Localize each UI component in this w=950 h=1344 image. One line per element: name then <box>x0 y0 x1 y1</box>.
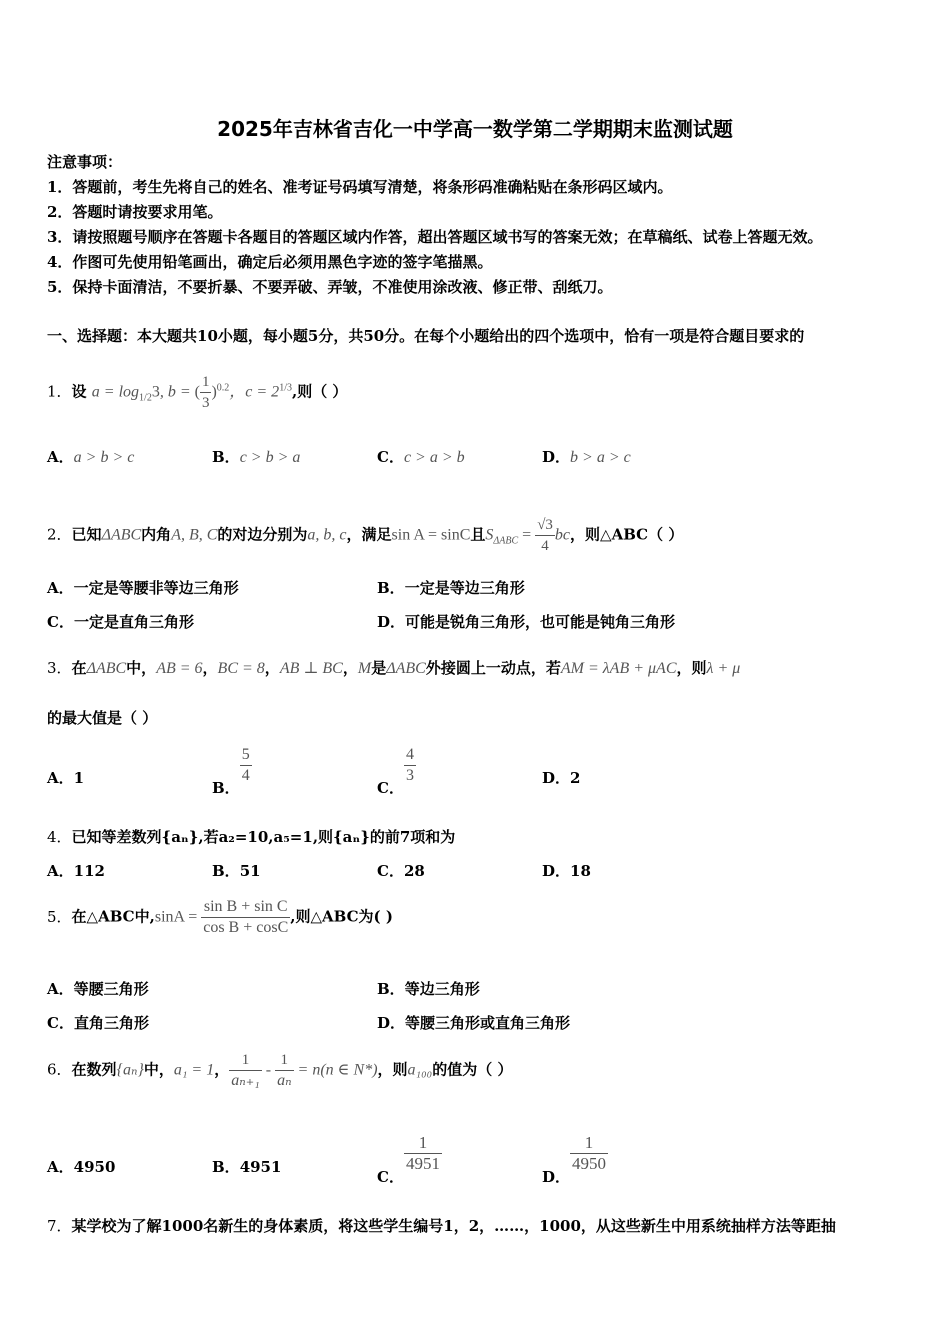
option-b[interactable]: B．等边三角形 <box>377 980 480 998</box>
option-b[interactable]: B．51 <box>212 862 261 880</box>
question-2: 2．已知ΔABC内角A, B, C的对边分别为a, b, c，满足sin A = sinC且$S_{\Delta ABC}$ = $\frac{√3}{4}$ bc，则△ABC（ ） <box>47 517 684 554</box>
option-d[interactable]: D．等腰三角形或直角三角形 <box>377 1014 571 1032</box>
option-b[interactable]: B．4951 <box>212 1158 282 1176</box>
question-number: 3． <box>47 659 72 677</box>
option-c[interactable]: C．一定是直角三角形 <box>47 613 194 631</box>
option-a[interactable]: A．等腰三角形 <box>47 980 149 998</box>
option-c[interactable]: C．28 <box>377 862 425 880</box>
option-d[interactable]: D．18 <box>542 862 591 880</box>
option-c[interactable]: C．直角三角形 <box>47 1014 149 1032</box>
notice-heading: 注意事项： <box>47 153 123 171</box>
option-b[interactable]: B． $\frac{5}{4}$ <box>212 746 250 797</box>
question-number: 5． <box>47 907 72 926</box>
notice-item: 2．答题时请按要求用笔。 <box>47 203 223 221</box>
question-7: 7．某学校为了解1000名新生的身体素质，将这些学生编号1，2，……，1000，从这些新生中用系统抽样方法等距抽 <box>47 1217 836 1235</box>
option-a[interactable]: A．a > b > c <box>47 448 135 466</box>
option-a[interactable]: A．一定是等腰非等边三角形 <box>47 579 239 597</box>
question-5: 5．在△ABC中,sinA = $\frac{\text{sin B + sin C}}{\text{cos B + cosC}}$ ,则△ABC为( ) <box>47 898 393 936</box>
fraction: $\frac{√3}{4}$ <box>537 517 553 554</box>
question-number: 1． <box>47 382 72 401</box>
option-c[interactable]: C．c > a > b <box>377 448 465 466</box>
option-b[interactable]: B．一定是等边三角形 <box>377 579 525 597</box>
fraction: $\frac{1}{3}$ <box>201 374 210 411</box>
option-d[interactable]: D．b > a > c <box>542 448 631 466</box>
notice-item: 4．作图可先使用铅笔画出，确定后必须用黑色字迹的签字笔描黑。 <box>47 253 493 271</box>
question-3: 3．在ΔABC中，AB = 6，BC = 8，AB ⊥ BC，M是ΔABC外接圆上一动点，若AM = λAB + μAC，则λ + μ <box>47 659 741 677</box>
option-c[interactable]: C． $\frac{4}{3}$ <box>377 746 414 797</box>
section-heading: 一、选择题：本大题共10小题，每小题5分，共50分。在每个小题给出的四个选项中，恰有一项是符合题目要求的 <box>47 327 805 345</box>
notice-item: 5．保持卡面清洁，不要折暴、不要弄破、弄皱，不准使用涂改液、修正带、刮纸刀。 <box>47 278 613 296</box>
question-4: 4．已知等差数列{aₙ},若a₂=10,a₅=1,则{aₙ}的前7项和为 <box>47 828 456 846</box>
question-number: 2． <box>47 525 72 544</box>
question-number: 4． <box>47 828 72 846</box>
option-c[interactable]: C． $\frac{1}{4951}$ <box>377 1133 440 1186</box>
option-b[interactable]: B．c > b > a <box>212 448 301 466</box>
math-expr: a = log <box>91 383 140 401</box>
question-1: 1．设 $a = \log_{1/2}3$, b = ( $\frac{1}{3}$ )$^{0.2}$，$c = 2^{1/3}$,则（ ） <box>47 374 348 411</box>
page-title: 2025年吉林省吉化一中学高一数学第二学期期末监测试题 <box>217 117 733 141</box>
notice-item: 1．答题前，考生先将自己的姓名、准考证号码填写清楚，将条形码准确粘贴在条形码区域内。 <box>47 178 673 196</box>
option-d[interactable]: D． $\frac{1}{4950}$ <box>542 1133 607 1186</box>
option-a[interactable]: A．112 <box>47 862 105 880</box>
question-number: 7． <box>47 1217 72 1235</box>
option-a[interactable]: A．1 <box>47 769 85 787</box>
question-3-line2: 的最大值是（ ） <box>47 709 158 727</box>
option-d[interactable]: D．可能是锐角三角形，也可能是钝角三角形 <box>377 613 676 631</box>
option-d[interactable]: D．2 <box>542 769 581 787</box>
option-a[interactable]: A．4950 <box>47 1158 116 1176</box>
notice-item: 3．请按照题号顺序在答题卡各题目的答题区域内作答，超出答题区域书写的答案无效；在草稿纸、试卷上答题无效。 <box>47 228 823 246</box>
question-6: 6．在数列{aₙ}中，a₁ = 1， $\frac{1}{\text{aₙ₊₁}}$ - $\frac{1}{\text{aₙ}}$ = n(n ∈ N*)，则a₁₀₀的值为（ ） <box>47 1052 513 1089</box>
question-number: 6． <box>47 1060 72 1079</box>
